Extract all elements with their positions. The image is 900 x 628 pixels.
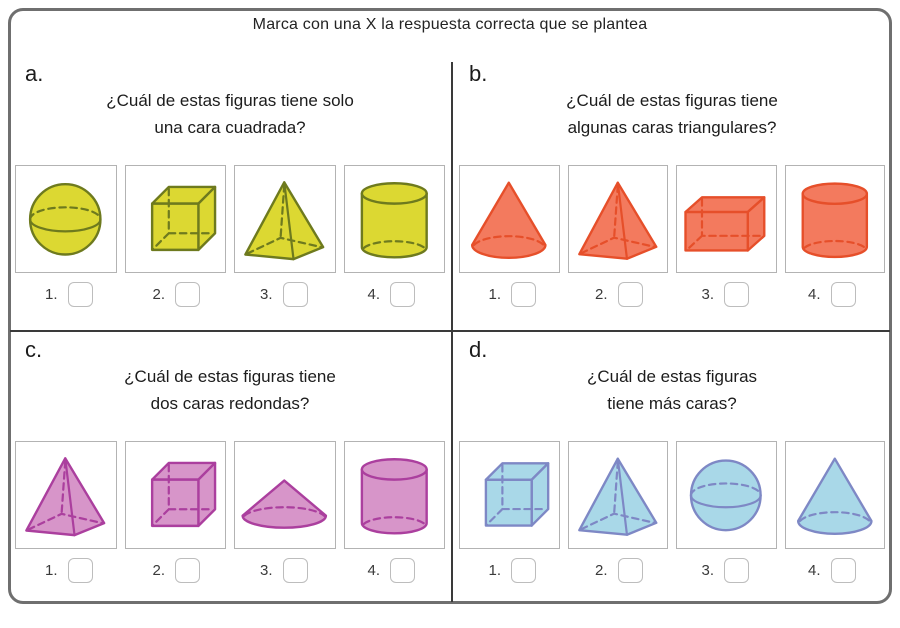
shape-flat-cone [234, 441, 336, 549]
shape-row-d [455, 441, 889, 549]
answer-option-c-2 [123, 558, 231, 583]
question-line-2: tiene más caras? [607, 394, 737, 413]
answer-box-d-4[interactable] [831, 558, 856, 583]
shape-row-b [455, 165, 889, 273]
option-number: 1. [44, 562, 58, 579]
shape-pyramid [568, 441, 669, 549]
answer-option-a-3 [230, 282, 338, 307]
option-number: 1. [488, 286, 501, 303]
shape-row-a [11, 165, 449, 273]
question-text-d [455, 363, 889, 417]
answer-option-c-4 [338, 558, 446, 583]
option-number: 1. [488, 562, 501, 579]
question-section-a [11, 58, 449, 326]
option-number: 4. [807, 286, 821, 303]
section-letter-c: c. [25, 337, 43, 362]
question-text-b [455, 87, 889, 141]
answer-option-c-1 [15, 558, 123, 583]
shape-sphere [676, 441, 777, 549]
option-number: 2. [594, 286, 608, 303]
shape-pyramid [568, 165, 669, 273]
answer-box-a-1[interactable] [68, 282, 93, 307]
answer-option-d-4 [779, 558, 886, 583]
option-number: 2. [594, 562, 608, 579]
answer-option-d-3 [672, 558, 779, 583]
answer-option-b-2 [566, 282, 673, 307]
answer-box-d-1[interactable] [511, 558, 536, 583]
question-section-b [455, 58, 889, 326]
question-section-c [11, 334, 449, 600]
answer-box-b-3[interactable] [724, 282, 749, 307]
answer-box-c-2[interactable] [175, 558, 200, 583]
answer-box-c-1[interactable] [68, 558, 93, 583]
shape-cube [125, 441, 227, 549]
answer-box-a-4[interactable] [390, 282, 415, 307]
option-number: 2. [152, 562, 165, 579]
answer-box-b-1[interactable] [511, 282, 536, 307]
options-row-d [455, 558, 889, 583]
shape-cylinder [344, 441, 446, 549]
option-number: 4. [807, 562, 821, 579]
question-section-d [455, 334, 889, 600]
option-number: 3. [701, 286, 714, 303]
answer-box-d-3[interactable] [724, 558, 749, 583]
answer-option-b-4 [779, 282, 886, 307]
shape-cube [459, 441, 560, 549]
question-line-1: ¿Cuál de estas figuras tiene solo [106, 91, 354, 110]
worksheet-title: Marca con una X la respuesta correcta que se plantea [252, 16, 648, 33]
question-line-2: algunas caras triangulares? [567, 118, 777, 137]
question-line-1: ¿Cuál de estas figuras tiene [124, 367, 336, 386]
answer-box-b-4[interactable] [831, 282, 856, 307]
answer-box-b-2[interactable] [618, 282, 643, 307]
answer-box-a-3[interactable] [283, 282, 308, 307]
option-number: 3. [701, 562, 714, 579]
question-line-2: una cara cuadrada? [154, 118, 306, 137]
answer-option-a-1 [15, 282, 123, 307]
option-number: 3. [259, 562, 273, 579]
shape-sphere [15, 165, 117, 273]
answer-option-d-2 [566, 558, 673, 583]
shape-cuboid [676, 165, 777, 273]
answer-option-a-2 [123, 282, 231, 307]
question-text-a [11, 87, 449, 141]
options-row-b [455, 282, 889, 307]
vertical-divider [451, 62, 453, 602]
horizontal-divider [10, 330, 890, 332]
shape-row-c [11, 441, 449, 549]
options-row-c [11, 558, 449, 583]
answer-option-d-1 [459, 558, 566, 583]
shape-pyramid [234, 165, 336, 273]
option-number: 3. [259, 286, 273, 303]
answer-box-d-2[interactable] [618, 558, 643, 583]
answer-option-b-1 [459, 282, 566, 307]
question-line-1: ¿Cuál de estas figuras [586, 367, 758, 386]
shape-cylinder [344, 165, 446, 273]
option-number: 4. [367, 286, 380, 303]
question-line-1: ¿Cuál de estas figuras tiene [566, 91, 778, 110]
shape-cylinder [785, 165, 886, 273]
section-letter-a: a. [25, 61, 44, 86]
section-letter-b: b. [469, 61, 488, 86]
section-letter-d: d. [469, 337, 488, 362]
answer-box-a-2[interactable] [175, 282, 200, 307]
shape-pyramid [15, 441, 117, 549]
question-line-2: dos caras redondas? [150, 394, 310, 413]
shape-cone [785, 441, 886, 549]
shape-cube [125, 165, 227, 273]
question-text-c [11, 363, 449, 417]
options-row-a [11, 282, 449, 307]
answer-box-c-3[interactable] [283, 558, 308, 583]
answer-option-a-4 [338, 282, 446, 307]
option-number: 2. [152, 286, 165, 303]
answer-option-b-3 [672, 282, 779, 307]
answer-box-c-4[interactable] [390, 558, 415, 583]
option-number: 1. [44, 286, 58, 303]
answer-option-c-3 [230, 558, 338, 583]
option-number: 4. [367, 562, 380, 579]
shape-cone [459, 165, 560, 273]
